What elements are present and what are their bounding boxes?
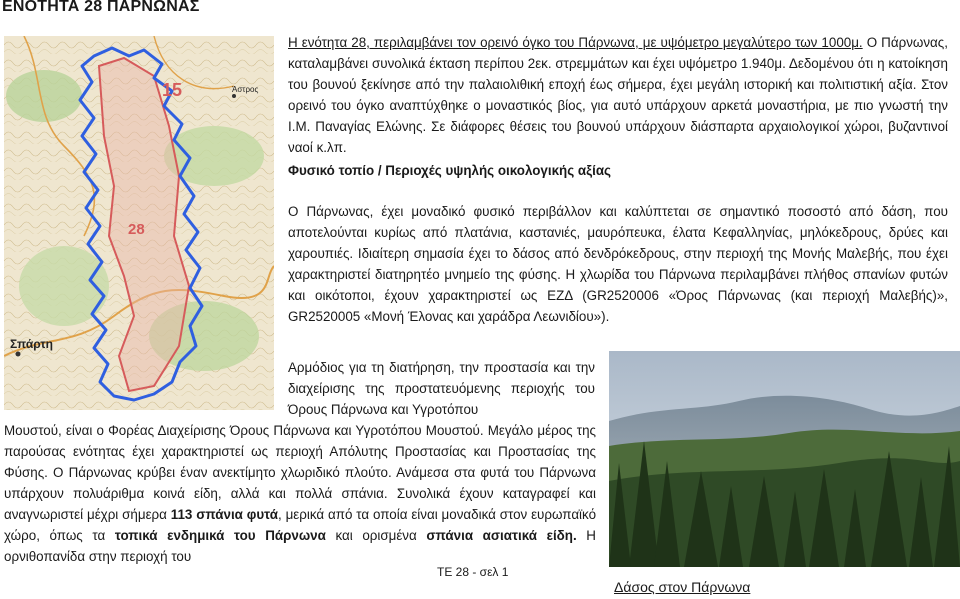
forest-photo (609, 351, 960, 567)
intro-paragraph (288, 32, 948, 158)
intro-rest: Ο Πάρνωνας, καταλαμβάνει συνολικά έκταση περίπου 2εκ. στρεμμάτων και έχει υψόμετρο 1.940μ. Δεδομένου ότι η κατοίκηση του βουνού ξεκίνησε από την παλαιολιθική εποχή έως σήμερα, έχει μεγάλη ιστορική και πολιτιστική αξία. Στον ορεινό του όγκο αναπτύχθηκε ο μοναστικός βίος, για αυτό υπάρχουν αρκετά μοναστήρια, με πιο γνωστή την Ι.Μ. Παναγίας Ελώνης. Σε διάφορες θέσεις του βουνού υπάρχουν διάσπαρτα αρχαιολογικοί χώροι, βυζαντινοί ναοί κ.λπ. (288, 35, 948, 155)
map-label-town: Σπάρτη (10, 337, 54, 351)
area-map (4, 36, 274, 410)
nature-paragraph: Ο Πάρνωνας, έχει μοναδικό φυσικό περιβάλλον και καλύπτεται σε σημαντικό ποσοστό από δάση, που αποτελούνται κυρίως από πλατάνια, καστανιές, μαυρόπευκα, έλατα Κεφαλληνίας, μηλόκεδρους, δρύες και χαρουπιές. Ιδιαίτερη σημασία έχει το δάσος από δενδρόκεδρους, στην περιοχή της Μονής Μαλεβής, που έχει χαρακτηριστεί διατηρητέο μνημείο της φύσης. Η χλωρίδα του Πάρνωνα περιλαμβάνει πλήθος σπανίων φυτών και οικότοποι, έχουν χαρακτηριστεί ως ΕΖΔ (GR2520006 «Όρος Πάρνωνας (και περιοχή Μαλεβής)», GR2520005 «Μονή Έλονας και χαράδρα Λεωνιδίου»). (288, 204, 948, 324)
management-text-1: Μουστού, είναι ο Φορέας Διαχείρισης Όρους Πάρνωνα και Υγροτόπου Μουστού. Μεγάλο μέρος της παρούσας ενότητας έχει χαρακτηριστεί ως περιοχή Απόλυτης Προστασίας και Προστασίας της Φύσης. Ο Πάρνωνας κρύβει έναν ανεκτίμητο χλωριδικό πλούτο. Ανάμεσα στα φυτά του Πάρνωνα υπάρχουν πολυάριθμα κοινά είδη, αλλά και πολλά σπάνια. Συνολικά έχουν καταγραφεί και αναγνωριστεί μέχρι σήμερα (4, 423, 596, 522)
section-title: ΕΝΟΤΗΤΑ 28 ΠΑΡΝΩΝΑΣ (2, 0, 200, 15)
page-footer: ΤΕ 28 - σελ 1 (437, 565, 509, 579)
management-text-4: Η ορνιθοπανίδα στην περιοχή του (4, 528, 596, 564)
photo-caption: Δάσος στον Πάρνωνα (614, 579, 751, 595)
map-label-28: 28 (128, 221, 145, 238)
section-heading: Φυσικό τοπίο / Περιοχές υψηλής οικολογικής αξίας (288, 163, 612, 178)
rare-plants-count: 113 σπάνια φυτά (170, 507, 278, 522)
map-label-15: 15 (162, 80, 183, 100)
management-paragraph-start: Αρμόδιος για τη διατήρηση, την προστασία και την διαχείρισης της προστατευόμενης περιοχής του Όρους Πάρνωνα και Υγροτόπου (288, 360, 595, 417)
map-label-astros: Άστρος (232, 85, 259, 94)
local-endemics: τοπικά ενδημικά του Πάρνωνα (114, 528, 326, 543)
management-paragraph-continued (4, 420, 596, 567)
management-text-3: και ορισμένα (325, 528, 427, 543)
asian-species: σπάνια ασιατικά είδη. (426, 528, 577, 543)
intro-first-line: Η ενότητα 28, περιλαμβάνει τον ορεινό όγκο του Πάρνωνα, με υψόμετρο μεγαλύτερο των 1000μ. (288, 35, 863, 50)
forest-photo-graphic (609, 351, 960, 567)
area-map-graphic (4, 36, 274, 410)
management-text-2: , μερικά από τα οποία είναι μοναδικά στον ευρωπαϊκό χώρο, όπως τα (4, 507, 597, 543)
